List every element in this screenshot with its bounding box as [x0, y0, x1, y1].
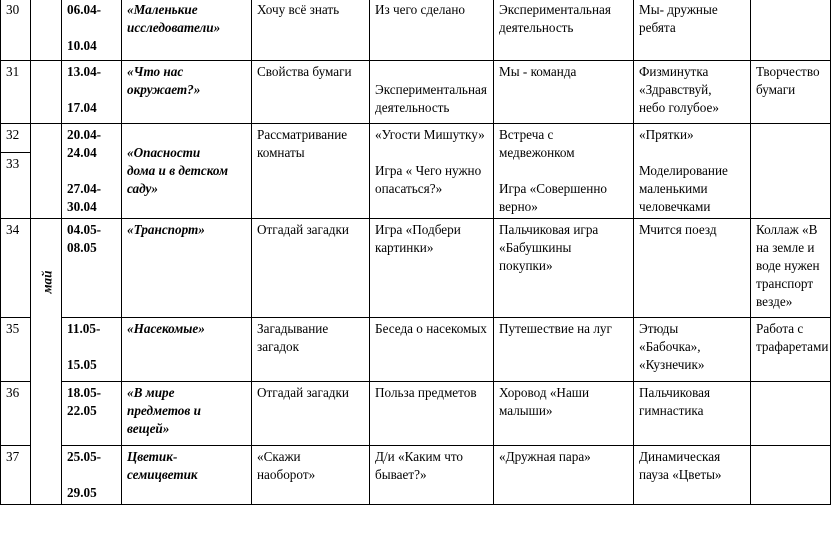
activity-cell: Загадывание загадок	[252, 318, 370, 382]
date-range: 18.05- 22.05	[62, 382, 122, 446]
date-range: 06.04- 10.04	[62, 0, 122, 61]
week-theme: «Что нас окружает?»	[122, 61, 252, 124]
month-cell	[31, 219, 62, 505]
activity-cell: Из чего сделано	[370, 0, 494, 61]
activity-cell: Свойства бумаги	[252, 61, 370, 124]
activity-cell: Д/и «Каким что бывает?»	[370, 446, 494, 505]
activity-cell	[370, 61, 494, 124]
activity-cell: Мчится поезд	[634, 219, 751, 318]
week-number: 33	[1, 153, 31, 219]
table-row	[1, 382, 831, 446]
activity-cell: Мы - команда	[494, 61, 634, 124]
date-range: 11.05- 15.05	[62, 318, 122, 382]
date-range: 20.04- 24.04 27.04- 30.04	[62, 124, 122, 219]
week-number: 30	[1, 0, 31, 61]
activity-cell: Динамическая пауза «Цветы»	[634, 446, 751, 505]
week-number: 37	[1, 446, 31, 505]
activity-cell: Беседа о насекомых	[370, 318, 494, 382]
date-range: 13.04- 17.04	[62, 61, 122, 124]
activity-cell: Работа с трафаретами	[751, 318, 831, 382]
month-cell	[31, 124, 62, 219]
activity-cell: «Угости Мишутку» Игра « Чего нужно опасаться?»	[370, 124, 494, 219]
activity-cell: Хоровод «Наши малыши»	[494, 382, 634, 446]
activity-cell: Хочу всё знать	[252, 0, 370, 61]
activity-cell	[751, 124, 831, 219]
activity-cell: Отгадай загадки	[252, 219, 370, 318]
activity-cell: «Прятки» Моделирование маленькими человечками	[634, 124, 751, 219]
table-row	[1, 61, 831, 124]
week-theme: «Маленькие исследователи»	[122, 0, 252, 61]
activity-cell: Отгадай загадки	[252, 382, 370, 446]
activity-text: Экспериментальная деятельность	[375, 82, 487, 115]
activity-cell: Физминутка «Здравствуй, небо голубое»	[634, 61, 751, 124]
activity-cell: Коллаж «В на земле и воде нужен транспорт везде»	[751, 219, 831, 318]
week-number: 32	[1, 124, 31, 153]
table-row	[1, 446, 831, 505]
activity-cell: Пальчиковая гимнастика	[634, 382, 751, 446]
activity-cell: Польза предметов	[370, 382, 494, 446]
activity-cell: Творчество бумаги	[751, 61, 831, 124]
month-cell	[31, 61, 62, 124]
activity-cell: «Скажи наоборот»	[252, 446, 370, 505]
activity-cell: Этюды «Бабочка», «Кузнечик»	[634, 318, 751, 382]
table-row	[1, 219, 831, 318]
activity-cell	[751, 0, 831, 61]
activity-cell: «Дружная пара»	[494, 446, 634, 505]
week-theme: «В мире предметов и вещей»	[122, 382, 252, 446]
activity-cell	[751, 382, 831, 446]
month-cell	[31, 0, 62, 61]
date-range: 04.05- 08.05	[62, 219, 122, 318]
activity-cell: Мы- дружные ребята	[634, 0, 751, 61]
table-row	[1, 0, 831, 61]
activity-cell: Рассматривание комнаты	[252, 124, 370, 219]
week-number: 34	[1, 219, 31, 318]
week-theme: «Насекомые»	[122, 318, 252, 382]
date-range: 25.05- 29.05	[62, 446, 122, 505]
week-number: 35	[1, 318, 31, 382]
week-theme: Цветик- семицветик	[122, 446, 252, 505]
theme-text: «Опасности дома и в детском саду»	[127, 145, 229, 196]
table-row	[1, 318, 831, 382]
month-label: май	[39, 270, 55, 294]
table-row	[1, 124, 831, 153]
week-theme: «Транспорт»	[122, 219, 252, 318]
activity-cell: Пальчиковая игра «Бабушкины покупки»	[494, 219, 634, 318]
activity-cell: Игра «Подбери картинки»	[370, 219, 494, 318]
week-number: 31	[1, 61, 31, 124]
week-number: 36	[1, 382, 31, 446]
activity-cell: Путешествие на луг	[494, 318, 634, 382]
activity-cell: Встреча с медвежонком Игра «Совершенно верно»	[494, 124, 634, 219]
week-theme	[122, 124, 252, 219]
activity-cell	[751, 446, 831, 505]
activity-cell: Экспериментальная деятельность	[494, 0, 634, 61]
